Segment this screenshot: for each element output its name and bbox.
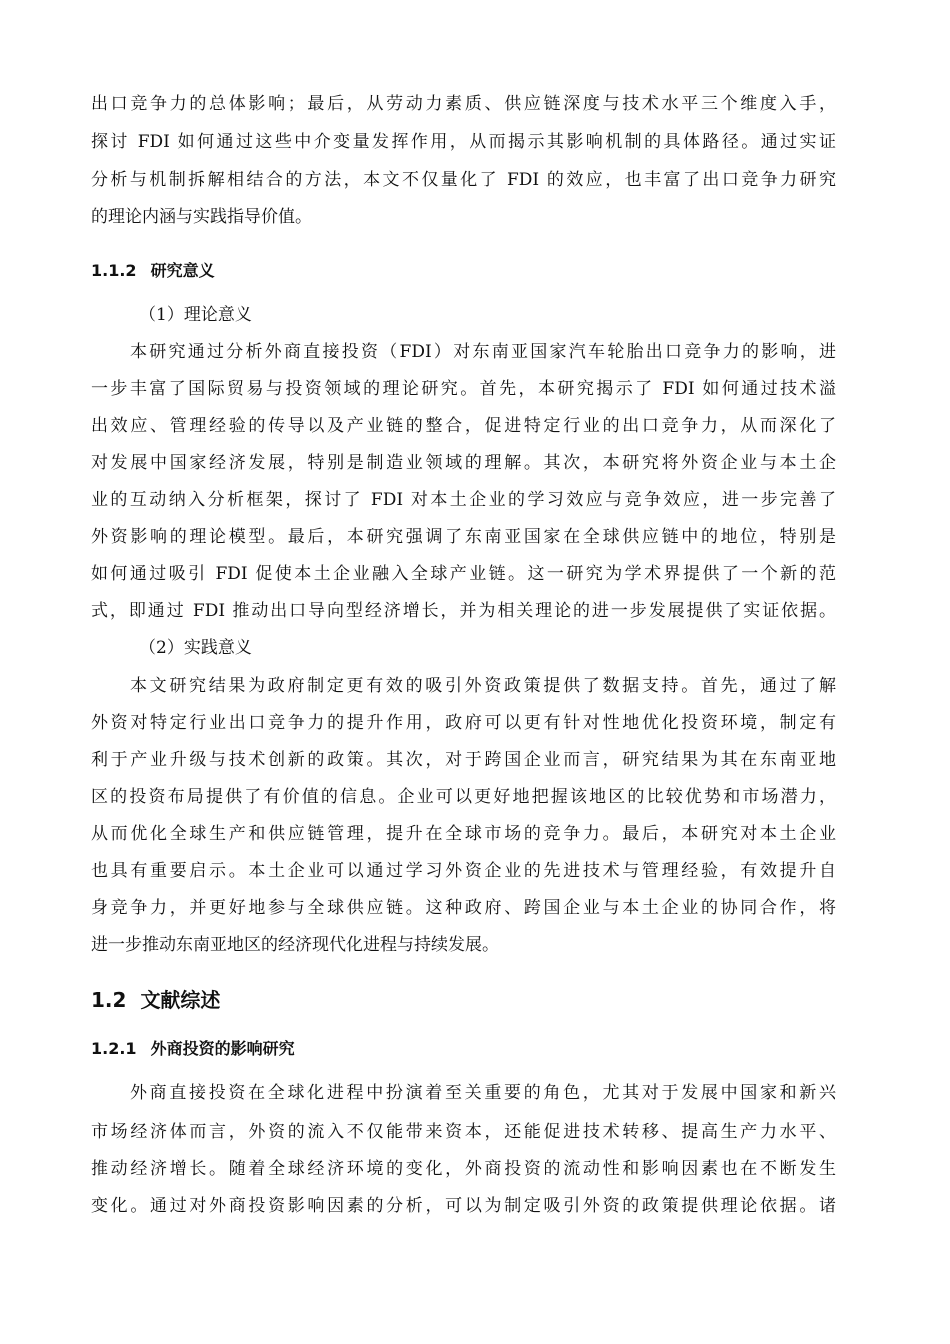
section-heading xyxy=(91,260,215,282)
paragraph-line: 外资影响的理论模型。最后，本研究强调了东南亚国家在全球供应链中的地位，特别是 xyxy=(91,527,836,547)
paragraph-line: 分析与机制拆解相结合的方法，本文不仅量化了 FDI 的效应，也丰富了出口竞争力研究 xyxy=(91,170,836,190)
paragraph-line: 本研究通过分析外商直接投资（FDI）对东南亚国家汽车轮胎出口竞争力的影响，进 xyxy=(130,342,836,362)
paragraph-line: 出口竞争力的总体影响；最后，从劳动力素质、供应链深度与技术水平三个维度入手， xyxy=(91,94,836,114)
section-title: 研究意义 xyxy=(150,261,215,280)
paragraph-line: 出效应、管理经验的传导以及产业链的整合，促进特定行业的出口竞争力，从而深化了 xyxy=(91,416,836,436)
paragraph-line: 区的投资布局提供了有价值的信息。企业可以更好地把握该地区的比较优势和市场潜力， xyxy=(91,787,836,807)
paragraph-line: 利于产业升级与技术创新的政策。其次，对于跨国企业而言，研究结果为其在东南亚地 xyxy=(91,750,836,770)
section-title: 外商投资的影响研究 xyxy=(150,1039,295,1058)
section-number: 1.2.1 xyxy=(91,1039,137,1058)
paragraph-line: 如何通过吸引 FDI 促使本土企业融入全球产业链。这一研究为学术界提供了一个新的范 xyxy=(91,564,836,584)
paragraph-line: 进一步推动东南亚地区的经济现代化进程与持续发展。 xyxy=(91,935,499,955)
paragraph-line: 业的互动纳入分析框架，探讨了 FDI 对本土企业的学习效应与竞争效应，进一步完善了 xyxy=(91,490,836,510)
paragraph-line: 变化。通过对外商投资影响因素的分析，可以为制定吸引外资的政策提供理论依据。诸 xyxy=(91,1196,836,1216)
paragraph-line: 对发展中国家经济发展，特别是制造业领域的理解。其次，本研究将外资企业与本土企 xyxy=(91,453,836,473)
subsection-label: （1）理论意义 xyxy=(139,305,252,325)
paragraph-line: 式，即通过 FDI 推动出口导向型经济增长，并为相关理论的进一步发展提供了实证依据。 xyxy=(91,601,836,621)
paragraph-line: 外资对特定行业出口竞争力的提升作用，政府可以更有针对性地优化投资环境，制定有 xyxy=(91,713,836,733)
paragraph-line: 探讨 FDI 如何通过这些中介变量发挥作用，从而揭示其影响机制的具体路径。通过实证 xyxy=(91,132,836,152)
paragraph-line: 也具有重要启示。本土企业可以通过学习外资企业的先进技术与管理经验，有效提升自 xyxy=(91,861,836,881)
section-number: 1.1.2 xyxy=(91,261,137,280)
section-heading xyxy=(91,1038,295,1060)
paragraph-line: 从而优化全球生产和供应链管理，提升在全球市场的竞争力。最后，本研究对本土企业 xyxy=(91,824,836,844)
subsection-label: （2）实践意义 xyxy=(139,638,252,658)
paragraph-line: 本文研究结果为政府制定更有效的吸引外资政策提供了数据支持。首先，通过了解 xyxy=(130,676,836,696)
section-number: 1.2 xyxy=(91,988,127,1012)
chapter-section-heading xyxy=(91,987,220,1013)
paragraph-line: 一步丰富了国际贸易与投资领域的理论研究。首先，本研究揭示了 FDI 如何通过技术溢 xyxy=(91,379,836,399)
paragraph-line: 的理论内涵与实践指导价值。 xyxy=(91,207,312,227)
paragraph-line: 身竞争力，并更好地参与全球供应链。这种政府、跨国企业与本土企业的协同合作，将 xyxy=(91,898,836,918)
section-title: 文献综述 xyxy=(140,988,221,1012)
paragraph-line: 市场经济体而言，外资的流入不仅能带来资本，还能促进技术转移、提高生产力水平、 xyxy=(91,1122,836,1142)
paragraph-line: 推动经济增长。随着全球经济环境的变化，外商投资的流动性和影响因素也在不断发生 xyxy=(91,1159,836,1179)
paragraph-line: 外商直接投资在全球化进程中扮演着至关重要的角色，尤其对于发展中国家和新兴 xyxy=(130,1083,836,1103)
